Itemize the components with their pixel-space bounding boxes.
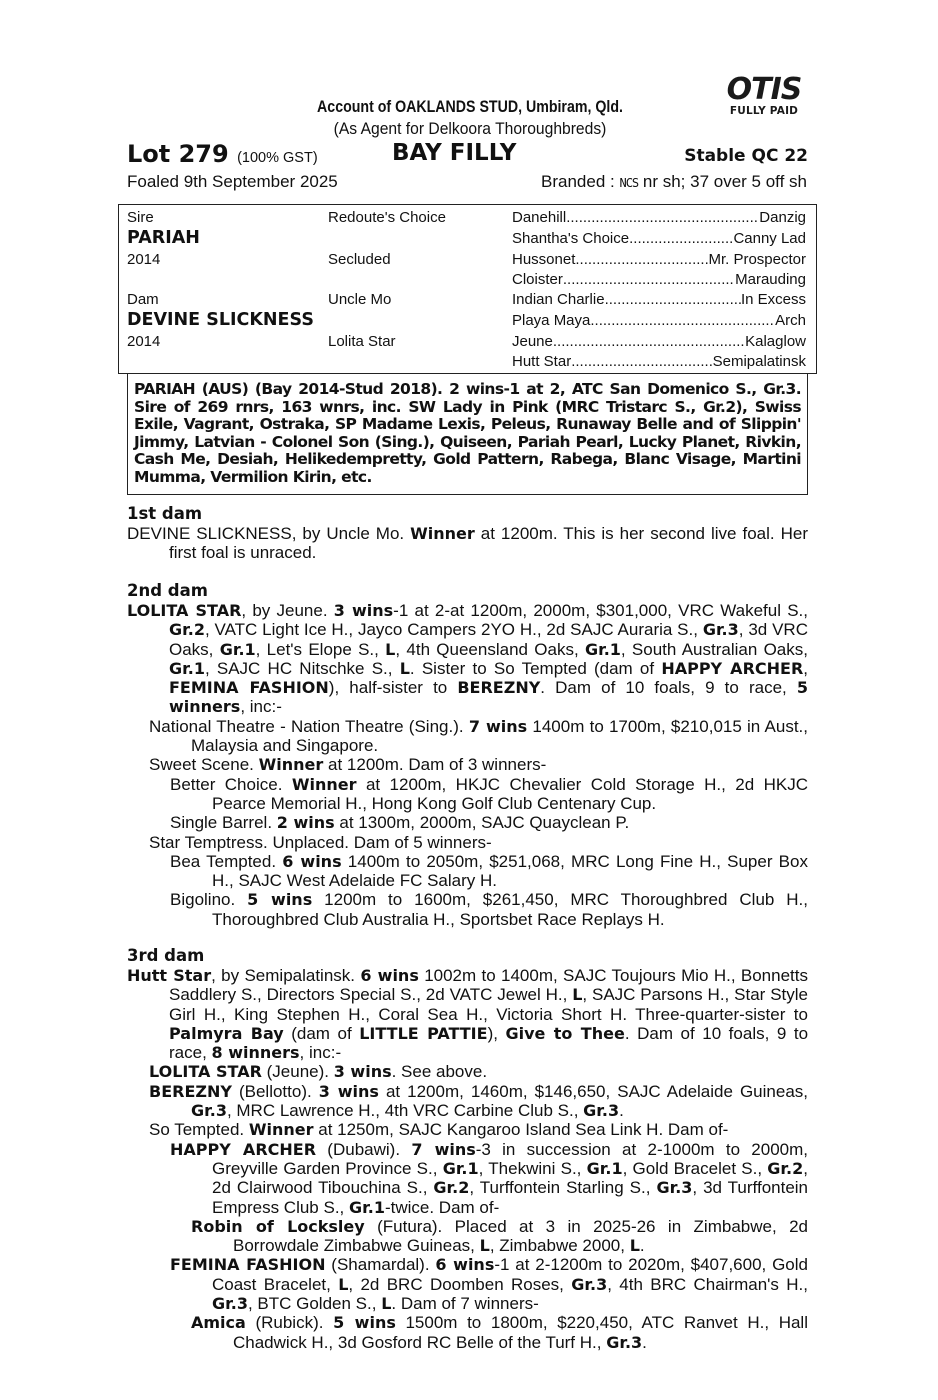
text: So Tempted.	[149, 1120, 249, 1140]
text: Single Barrel.	[170, 813, 277, 833]
dam-sire: Uncle Mo	[328, 291, 392, 308]
sire-summary-box	[127, 374, 808, 495]
gen3-row	[512, 251, 806, 268]
horse-name: Hutt Star	[127, 966, 212, 985]
sire-sire: Redoute's Choice	[328, 209, 446, 226]
grade: Gr.3	[702, 620, 739, 640]
text: at 1200m. Dam of 3 winners-	[323, 755, 547, 775]
brand-description	[541, 172, 807, 192]
grade: Gr.1	[219, 639, 256, 659]
text: at 1200m. This is her second live foal. Her first foal is unraced.	[169, 524, 808, 563]
grade: Gr.1	[349, 1197, 385, 1217]
text: , 2d BRC Doomben Roses,	[348, 1274, 572, 1294]
grade: Gr.1	[169, 658, 205, 678]
race-record: Winner	[410, 524, 475, 543]
text: (Bellotto).	[231, 1081, 319, 1101]
foaled-date: Foaled 9th September 2025	[127, 172, 338, 191]
first-dam-text	[127, 524, 808, 563]
text: , by Semipalatinsk.	[211, 966, 361, 985]
first-dam-heading: 1st dam	[127, 504, 203, 523]
text: (Jeune).	[261, 1062, 334, 1082]
text: , SAJC Parsons H., Star Style Girl H., King Stephen H., Coral Sea H., Victoria Short H. Three-quarter-sister to	[169, 985, 808, 1024]
text: 1400m to 2050m, $251,068, MRC Long Fine H., Super Box H., SAJC West Adelaide FC Salary H.	[212, 851, 808, 891]
horse-name: LOLITA STAR	[127, 601, 242, 620]
text: .	[639, 1236, 645, 1256]
lot-line	[127, 140, 808, 170]
otis-badge	[722, 72, 806, 117]
text: -1 at 2-1200m to 2020m, $407,600, Gold Coast Bracelet,	[212, 1255, 808, 1294]
progeny-entry	[127, 755, 808, 774]
grade: Gr.2	[169, 620, 205, 640]
gen3-row	[512, 209, 806, 226]
race-record: 5 winners	[169, 678, 808, 717]
grade: Gr.1	[442, 1158, 479, 1178]
text: . Sister to So Tempted (dam of	[409, 658, 662, 678]
dam-label: Dam	[127, 291, 159, 308]
lot-label: Lot 279	[127, 140, 229, 168]
text: (dam of	[283, 1023, 360, 1043]
gen3-row	[512, 291, 806, 308]
race-record: 6 wins	[282, 851, 342, 871]
gen3-row	[512, 271, 806, 288]
sire-label: Sire	[127, 209, 154, 226]
second-dam-text	[127, 601, 808, 717]
sire-year: 2014	[127, 251, 161, 268]
text: , 3d Turffontein Empress Club S.,	[212, 1178, 809, 1217]
race-record: 3 wins	[318, 1081, 379, 1101]
race-record: 3 wins	[333, 601, 394, 620]
horse-name: HAPPY ARCHER	[170, 1139, 317, 1159]
third-dam-text	[127, 966, 808, 1062]
text: . See above.	[391, 1062, 488, 1082]
text: . Dam of 10 foals, 9 to race,	[169, 1023, 809, 1063]
progeny-entry	[127, 1140, 808, 1217]
gen3-right: Arch	[775, 312, 806, 329]
grade: Gr.2	[433, 1178, 470, 1198]
race-record: 7 wins	[411, 1139, 476, 1159]
progeny-entry	[127, 775, 808, 814]
grade: Gr.3	[212, 1294, 248, 1314]
gen3-left: Playa Maya	[512, 312, 591, 329]
horse-name: Give to Thee	[505, 1023, 625, 1043]
text: , Turffontein Starling S.,	[469, 1178, 657, 1198]
text: , Zimbabwe 2000,	[489, 1236, 630, 1256]
gen3-right: Mr. Prospector	[708, 251, 806, 268]
gen3-row	[512, 230, 806, 247]
progeny-entry	[127, 833, 808, 852]
payment-status: FULLY PAID	[729, 105, 799, 117]
leader-dots	[566, 209, 759, 226]
progeny-entry	[127, 1062, 808, 1081]
branded-label: Branded :	[541, 172, 620, 191]
text: , 4th BRC Chairman's H.,	[607, 1274, 808, 1294]
text: (Dubawi).	[316, 1139, 412, 1159]
grade: Gr.3	[191, 1101, 227, 1121]
grade: Gr.1	[586, 1158, 623, 1178]
text: Bea Tempted.	[170, 851, 283, 871]
race-record: 3 wins	[333, 1062, 392, 1082]
progeny-entry	[127, 1120, 808, 1139]
text: -1 at 2-at 1200m, 2000m, $301,000, VRC Wakeful S.,	[393, 601, 808, 620]
progeny-entry	[127, 852, 808, 891]
grade: Gr.1	[584, 639, 621, 659]
text: , Let's Elope S.,	[255, 639, 386, 659]
vendor-account: Account of OAKLANDS STUD, Umbiram, Qld.	[317, 98, 623, 116]
third-dam-heading: 3rd dam	[127, 946, 205, 965]
text: Star Temptress. Unplaced. Dam of 5 winners-	[149, 832, 492, 852]
text: National Theatre - Nation Theatre (Sing.).	[149, 716, 469, 736]
sire-summary: PARIAH (AUS) (Bay 2014-Stud 2018). 2 wins-1 at 2, ATC San Domenico S., Gr.3. Sire of 269 rnrs, 163 wnrs, inc. SW Lady in Pink (MRC Tristarc S., Gr.2), Swiss Exile, Vagrant, Ostraka, SP Madame Lexis, Peleus, Runaway Belle and of Slippin' Jimmy, Latvian - Colonel Son (Sing.), Quiseen, Pariah Pearl, Lucky Planet, Rivkin, Cash Me, Desiah, Helikedempretty, Gold Pattern, Rabega, Blanc Visage, Martini Mumma, Vermilion Kirin, etc.	[134, 380, 801, 486]
otis-logo-icon: OTIS	[726, 72, 802, 107]
progeny-entry	[127, 1217, 808, 1256]
grade: L	[399, 658, 410, 678]
leader-dots	[629, 230, 733, 247]
gen3-left: Indian Charlie	[512, 291, 605, 308]
text: Better Choice.	[170, 774, 292, 794]
branded-detail: nr sh; 37 over 5 off sh	[638, 172, 807, 191]
gen3-right: Canny Lad	[733, 230, 806, 247]
gen3-row	[512, 312, 806, 329]
grade: L	[479, 1236, 490, 1256]
text: -3 in succession at 2-1000m to 2000m, Greyville Garden Province S.,	[212, 1139, 809, 1178]
horse-name: BEREZNY	[457, 678, 541, 698]
gen3-left: Danehill	[512, 209, 567, 226]
grade: L	[381, 1294, 392, 1314]
gst-note: (100% GST)	[237, 150, 318, 166]
dam-name: DEVINE SLICKNESS	[127, 310, 314, 330]
text: , Thekwini S.,	[478, 1158, 587, 1178]
leader-dots	[590, 312, 775, 329]
text: , by Jeune.	[241, 601, 334, 620]
sire-dam: Secluded	[328, 251, 391, 268]
first-dam-section	[127, 504, 808, 563]
text: , inc:-	[240, 697, 282, 717]
text: .	[642, 1332, 647, 1352]
race-record: 7 wins	[468, 716, 528, 736]
race-record: 2 wins	[276, 813, 335, 833]
grade: Gr.3	[656, 1178, 693, 1198]
text: ,	[803, 658, 808, 678]
pedigree-table	[118, 204, 817, 374]
race-record: 6 wins	[435, 1255, 495, 1275]
text: DEVINE SLICKNESS, by Uncle Mo.	[127, 524, 411, 543]
text: , VATC Light Ice H., Jayco Campers 2YO H., 2d SAJC Auraria S.,	[204, 620, 703, 640]
horse-name: FEMINA FASHION	[170, 1255, 326, 1275]
text: , 3d VRC Oaks,	[169, 620, 808, 659]
race-record: Winner	[248, 1120, 314, 1140]
dam-year: 2014	[127, 333, 161, 350]
gen3-left: Cloister	[512, 271, 563, 288]
text: , 4th Queensland Oaks,	[395, 639, 585, 659]
text: Bigolino.	[170, 890, 248, 910]
text: , BTC Golden S.,	[247, 1294, 382, 1314]
race-record: Winner	[291, 774, 357, 794]
horse-name: Robin of Locksley	[191, 1216, 365, 1236]
leader-dots	[605, 291, 741, 308]
text: , Gold Bracelet S.,	[622, 1158, 768, 1178]
text: 1200m to 1600m, $261,450, MRC Thoroughbred Club H., Thoroughbred Club Australia H., Sportsbet Race Replays H.	[212, 890, 808, 929]
text: 1500m to 1800m, $220,450, ATC Ranvet H., Hall Chadwick H., 3d Gosford RC Belle of the Turf H.,	[233, 1313, 808, 1352]
horse-name: HAPPY ARCHER	[661, 658, 804, 678]
text: at 1250m, SAJC Kangaroo Island Sea Link H. Dam of-	[313, 1120, 729, 1140]
gen3-row	[512, 353, 806, 370]
second-dam-heading: 2nd dam	[127, 581, 208, 600]
text: , inc:-	[299, 1043, 342, 1063]
race-record: 5 wins	[333, 1313, 396, 1333]
text: , MRC Lawrence H., 4th VRC Carbine Club S.,	[226, 1101, 584, 1121]
gen3-left: Shantha's Choice	[512, 230, 630, 247]
sex-color: BAY FILLY	[392, 140, 517, 166]
horse-name: Amica	[191, 1313, 246, 1333]
text: ),	[487, 1023, 506, 1043]
text: at 1300m, 2000m, SAJC Quayclean P.	[334, 813, 630, 833]
gen3-right: In Excess	[740, 291, 806, 308]
horse-name: LITTLE PATTIE	[359, 1023, 488, 1043]
race-record: 5 wins	[247, 890, 313, 910]
gen3-left: Jeune	[512, 333, 553, 350]
text: 1400m to 1700m, $210,015 in Aust., Malaysia and Singapore.	[191, 716, 808, 756]
second-dam-section	[127, 581, 808, 929]
grade: Gr.3	[571, 1274, 608, 1294]
brand-mark-icon: NCS	[619, 176, 639, 190]
text: -twice. Dam of-	[384, 1197, 500, 1217]
text: . Dam of 7 winners-	[391, 1294, 539, 1314]
text: , SAJC HC Nitschke S.,	[204, 658, 400, 678]
progeny-entry	[127, 1313, 808, 1352]
leader-dots	[575, 251, 708, 268]
grade: L	[629, 1236, 640, 1256]
lot-number	[127, 140, 318, 168]
race-record: 8 winners	[211, 1043, 300, 1063]
gen3-right: Kalaglow	[745, 333, 806, 350]
progeny-entry	[127, 1255, 808, 1313]
horse-name: LOLITA STAR	[149, 1062, 262, 1082]
grade: Gr.2	[767, 1158, 804, 1178]
text: (Rubick).	[245, 1313, 334, 1333]
gen3-right: Danzig	[759, 209, 806, 226]
text: (Shamardal).	[325, 1255, 436, 1275]
text: at 1200m, 1460m, $146,650, SAJC Adelaide Guineas,	[378, 1081, 809, 1101]
race-record: 6 wins	[360, 966, 419, 985]
gen3-row	[512, 333, 806, 350]
grade: L	[572, 985, 583, 1005]
text: at 1200m, HKJC Chevalier Cold Storage H., 2d HKJC Pearce Memorial H., Hong Kong Golf Club Centenary Cup.	[212, 774, 808, 813]
gen3-left: Hussonet	[512, 251, 576, 268]
progeny-entry	[127, 813, 808, 832]
text: , South Australian Oaks,	[620, 639, 808, 659]
horse-name: FEMINA FASHION	[169, 678, 329, 698]
progeny-entry	[127, 1082, 808, 1121]
gen3-right: Marauding	[735, 271, 806, 288]
horse-name: Palmyra Bay	[169, 1023, 284, 1043]
grade: L	[338, 1274, 349, 1294]
text: .	[619, 1101, 624, 1121]
third-dam-section	[127, 946, 808, 1352]
text: 1002m to 1400m, SAJC Toujours Mio H., Bonnetts Saddlery S., Directors Special S., 2d VATC Jewel H.,	[169, 966, 808, 1005]
progeny-entry	[127, 890, 808, 929]
gen3-right: Semipalatinsk	[712, 353, 806, 370]
text: (Futura). Placed at 3 in 2025-26 in Zimbabwe, 2d Borrowdale Zimbabwe Guineas,	[233, 1216, 809, 1256]
dam-dam: Lolita Star	[328, 333, 396, 350]
stable-location: Stable QC 22	[684, 146, 808, 166]
text: . Dam of 10 foals, 9 to race,	[540, 678, 797, 698]
text: , 2d Clairwood Tibouchina S.,	[212, 1158, 808, 1198]
leader-dots	[553, 333, 745, 350]
leader-dots	[563, 271, 735, 288]
grade: L	[385, 639, 396, 659]
race-record: Winner	[258, 755, 324, 775]
sire-name: PARIAH	[127, 228, 200, 248]
grade: Gr.3	[606, 1332, 643, 1352]
vendor-agent: (As Agent for Delkoora Thoroughbreds)	[333, 119, 607, 138]
grade: Gr.3	[583, 1101, 620, 1121]
text: ), half-sister to	[328, 678, 458, 698]
progeny-entry	[127, 717, 808, 756]
horse-name: BEREZNY	[149, 1081, 232, 1101]
gen3-left: Hutt Star	[512, 353, 572, 370]
text: Sweet Scene.	[149, 755, 259, 775]
leader-dots	[571, 353, 712, 370]
